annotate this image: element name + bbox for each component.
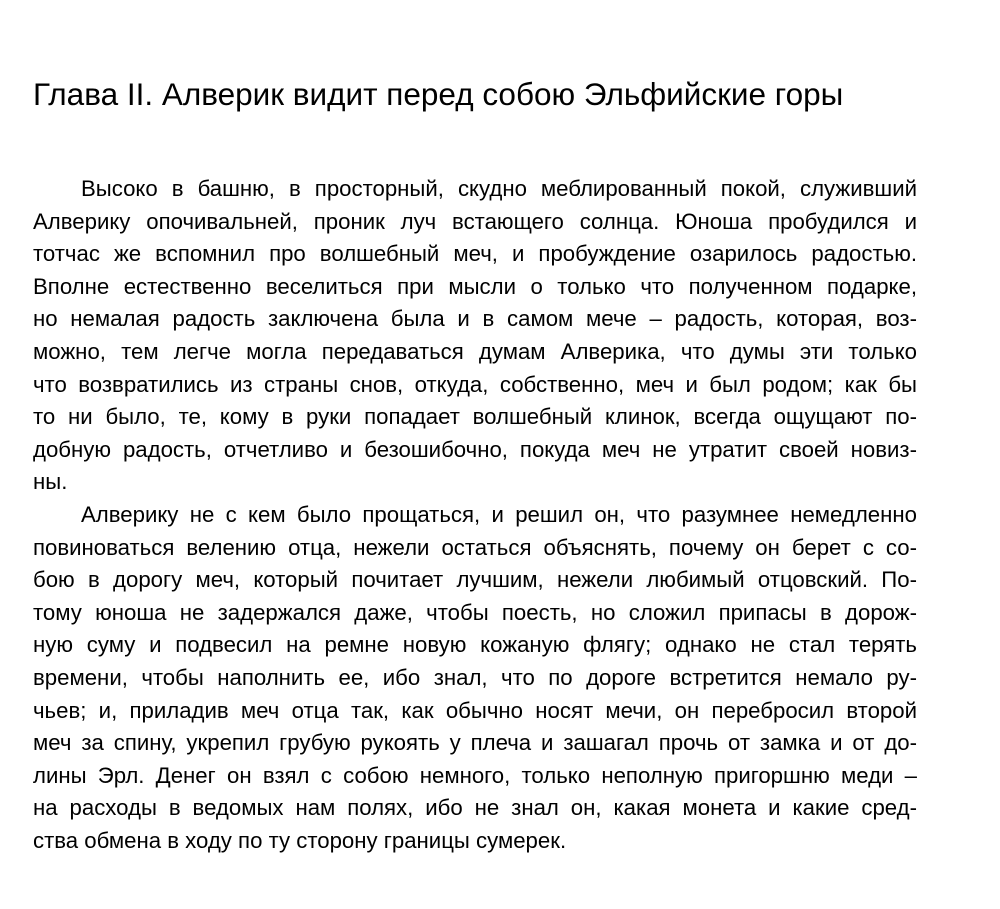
text-line: лины Эрл. Денег он взял с собою немного, только неполную пригоршню меди – [33,762,917,788]
text-line: то ни было, те, кому в руки попадает волшебный клинок, всегда ощущают по- [33,404,917,430]
text-line: но немалая радость заключена была и в самом мече – радость, которая, воз- [33,306,917,332]
text-line: Алверику не с кем было прощаться, и решил он, что разумнее немедленно [81,501,917,527]
text-line: Вполне естественно веселиться при мысли о только что полученном подарке, [33,273,917,299]
text-line: ны. [33,469,68,495]
text-line: ную суму и подвесил на ремне новую кожаную флягу; однако не стал терять [33,632,917,658]
paragraph-1 [33,173,917,499]
text-line: бою в дорогу меч, который почитает лучшим, нежели любимый отцовский. По- [33,567,917,593]
text-line: тому юноша не задержался даже, чтобы поесть, но сложил припасы в дорож- [33,599,917,625]
text-line: тотчас же вспомнил про волшебный меч, и пробуждение озарилось радостью. [33,241,917,267]
chapter-body [33,173,917,857]
text-line: добную радость, отчетливо и безошибочно, покуда меч не утратит своей новиз- [33,436,917,462]
text-line: чьев; и, приладив меч отца так, как обычно носят мечи, он перебросил второй [33,697,917,723]
chapter-title: Глава II. Алверик видит перед собою Эльфийские горы [33,76,844,112]
text-line: можно, тем легче могла передаваться думам Алверика, что думы эти только [33,338,917,364]
text-line: повиноваться велению отца, нежели остаться объяснять, почему он берет с со- [33,534,917,560]
text-line: на расходы в ведомых нам полях, ибо не знал он, какая монета и какие сред- [33,795,917,821]
text-line: времени, чтобы наполнить ее, ибо знал, что по дороге встретится немало ру- [33,664,917,690]
text-line: что возвратились из страны снов, откуда, собственно, меч и был родом; как бы [33,371,917,397]
text-line: Алверику опочивальней, проник луч встающего солнца. Юноша пробудился и [33,208,917,234]
text-line: ства обмена в ходу по ту сторону границы сумерек. [33,827,567,853]
text-line: Высоко в башню, в просторный, скудно меблированный покой, служивший [81,176,917,201]
paragraph-2 [33,499,917,858]
text-line: меч за спину, укрепил грубую рукоять у плеча и зашагал прочь от замка и от до- [33,730,917,756]
